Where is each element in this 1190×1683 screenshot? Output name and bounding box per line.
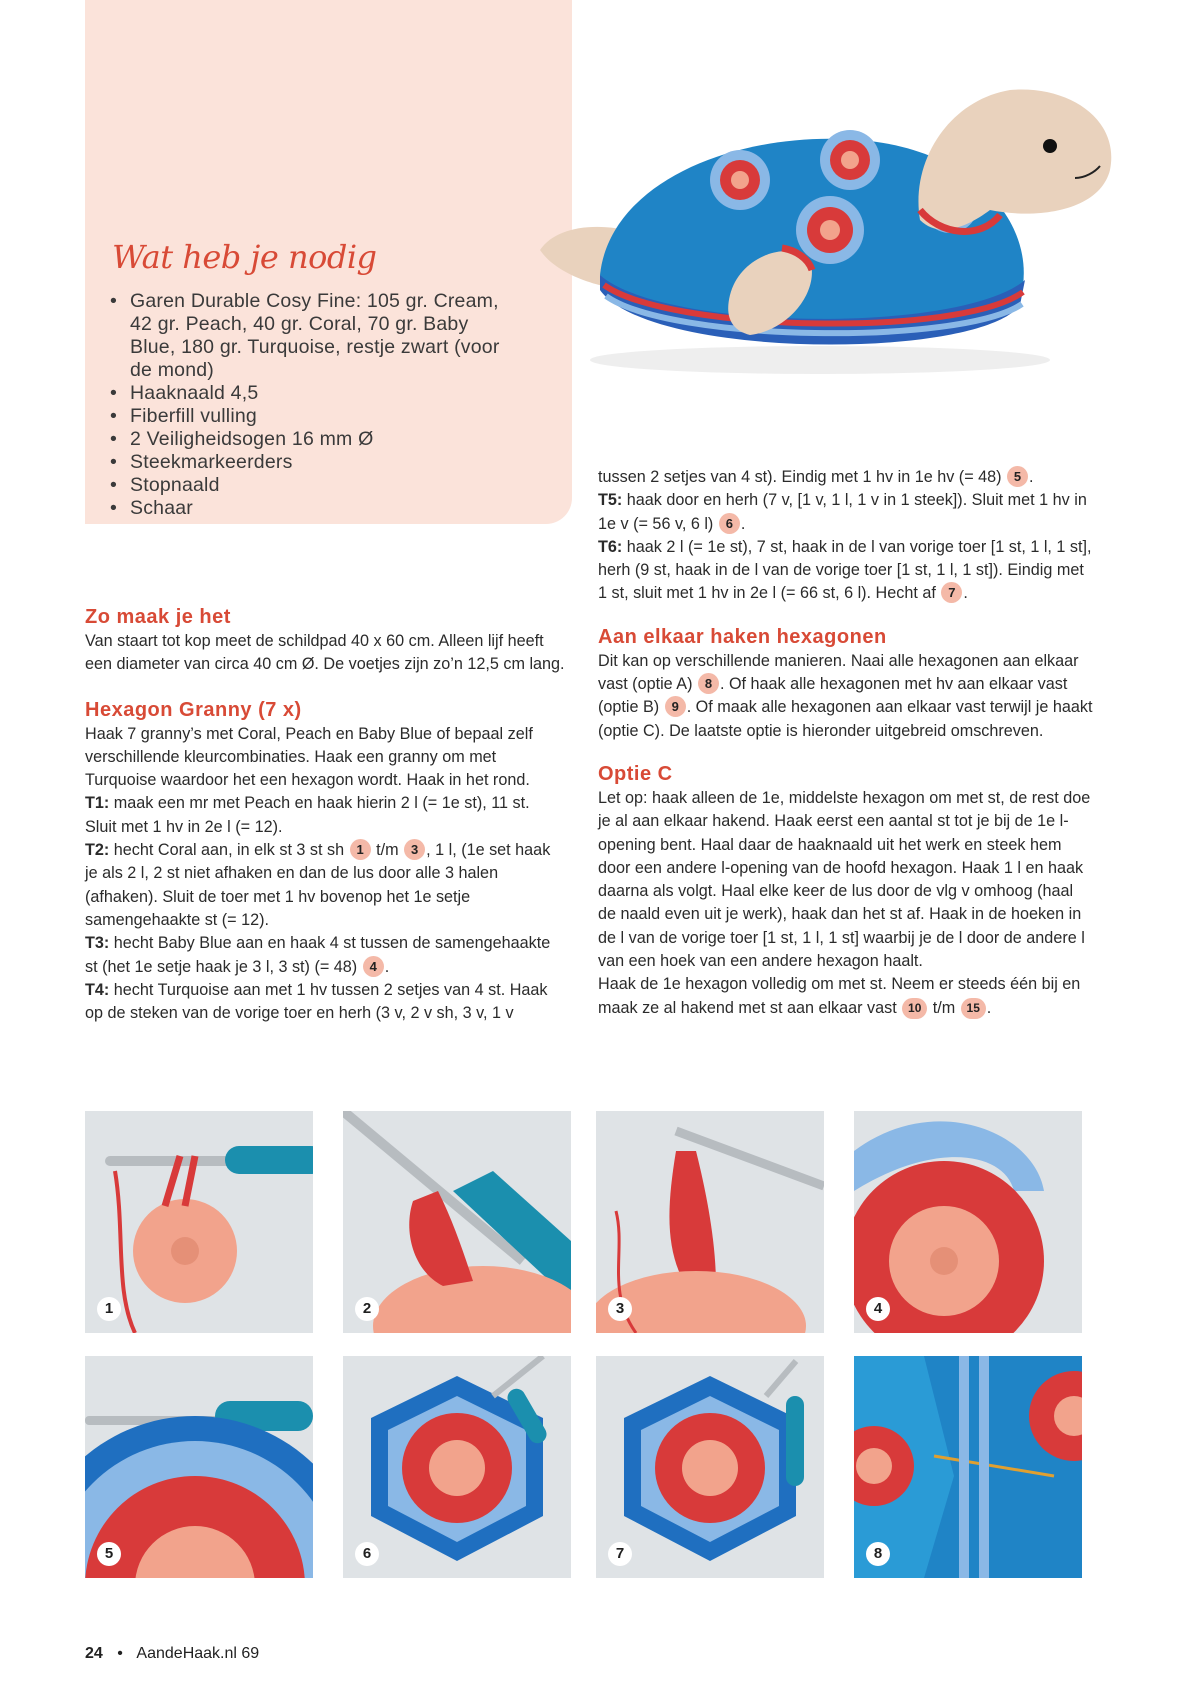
- round-text: haak door en herh (7 v, [1 v, 1 l, 1 v in 1 steek]). Sluit met 1 hv in 1e v (= 56 v, 6 l): [598, 491, 1087, 533]
- step-badge: 9: [665, 696, 686, 717]
- paragraph: [598, 650, 1093, 743]
- paragraph: Van staart tot kop meet de schildpad 40 x 60 cm. Alleen lijf heeft een diameter van circa 40 cm Ø. De voetjes zijn zo’n 12,5 cm lang.: [85, 632, 565, 674]
- step-badge: 8: [698, 673, 719, 694]
- crochet-photo-4: [854, 1111, 1082, 1333]
- paragraph: [85, 979, 565, 1026]
- instructions-left: [85, 604, 565, 1025]
- list-item: • Schaar: [110, 497, 510, 520]
- round-label: T5:: [598, 491, 623, 510]
- section-heading: Hexagon Granny (7 x): [85, 698, 302, 721]
- paragraph: [85, 932, 565, 979]
- page-number: 24: [85, 1645, 103, 1662]
- round-text: . Of maak alle hexagonen aan elkaar vast terwijl je haakt (optie C). De laatste optie is hieronder uitgebreid omschreven.: [598, 698, 1093, 740]
- round-text: maak een mr met Peach en haak hierin 2 l (= 1e st), 11 st. Sluit met 1 hv in 2e l (= 12).: [85, 794, 530, 836]
- step-photo: [85, 1356, 313, 1578]
- round-text: . Of haak alle hexagonen met hv aan elkaar vast (optie B): [598, 675, 1068, 717]
- paragraph: Haak 7 granny’s met Coral, Peach en Baby Blue of bepaal zelf verschillende kleurcombinaties. Haak een granny om met Turquoise waardoor het een hexagon wordt. Haak in het rond.: [85, 724, 533, 790]
- photo-number: 7: [608, 1542, 632, 1566]
- step-photo: [854, 1111, 1082, 1333]
- materials-title: Wat heb je nodig: [112, 238, 377, 276]
- paragraph: [598, 973, 1093, 1020]
- round-label: T4:: [85, 980, 110, 999]
- crochet-photo-2: [343, 1111, 571, 1333]
- round-text: t/m: [371, 841, 404, 860]
- round-text: tussen 2 setjes van 4 st). Eindig met 1 hv in 1e hv (= 48): [598, 468, 1007, 486]
- page-footer: [85, 1645, 259, 1663]
- section-heading: Optie C: [598, 762, 673, 785]
- round-text: .: [740, 514, 746, 533]
- step-photo: [343, 1356, 571, 1578]
- round-label: T2:: [85, 841, 110, 860]
- materials-list: [110, 290, 510, 520]
- section-heading: Zo maak je het: [85, 606, 231, 628]
- round-text: t/m: [928, 998, 960, 1017]
- photo-number: 6: [355, 1542, 379, 1566]
- round-text: hecht Turquoise aan met 1 hv tussen 2 setjes van 4 st. Haak op de steken van de vorige toer en herh (3 v, 2 v sh, 3 v, 1 v: [85, 980, 548, 1023]
- crochet-photo-1: [85, 1111, 313, 1333]
- crochet-photo-6: [343, 1356, 571, 1578]
- round-text: hecht Coral aan, in elk st 3 st sh: [109, 841, 349, 860]
- round-label: T1:: [85, 794, 110, 813]
- instructions-right: [598, 466, 1093, 1020]
- round-text: haak 2 l (= 1e st), 7 st, haak in de l van vorige toer [1 st, 1 l, 1 st], herh (9 st, haak in de l van de vorige toer [1 st, 1 l, 1 st]). Eindig met 1 st, sluit met 1 hv in 2e l (= 66 st, 6 l). Hecht af: [598, 537, 1092, 603]
- step-badge: 7: [941, 582, 962, 603]
- photo-number: 3: [608, 1297, 632, 1321]
- round-text: .: [963, 584, 968, 603]
- list-item: • Steekmarkeerders: [110, 451, 510, 474]
- photo-number: 1: [97, 1297, 121, 1321]
- paragraph: [85, 792, 565, 839]
- list-item: • Fiberfill vulling: [110, 405, 510, 428]
- step-photo: [596, 1356, 824, 1578]
- photo-number: 4: [866, 1297, 890, 1321]
- round-text: .: [384, 957, 390, 976]
- list-item: • 2 Veiligheidsogen 16 mm Ø: [110, 428, 510, 451]
- step-badge: 3: [404, 839, 425, 860]
- round-text: Dit kan op verschillende manieren. Naai alle hexagonen aan elkaar vast (optie A): [598, 651, 1079, 694]
- photo-number: 2: [355, 1297, 379, 1321]
- step-photo: [85, 1111, 313, 1333]
- step-badge: 4: [363, 956, 384, 977]
- photo-number: 5: [97, 1542, 121, 1566]
- step-badge: 6: [719, 513, 740, 534]
- crochet-photo-8: [854, 1356, 1082, 1578]
- step-badge: 1: [350, 839, 371, 860]
- round-text: , 1 l, (1e set haak je als 2 l, 2 st niet afhaken en dan de lus door alle 3 halen (afhaken). Sluit de toer met 1 hv bovenop het 1e setje samengehaakte st (= 12).: [85, 841, 551, 929]
- turtle-photo: [520, 60, 1120, 380]
- step-photo: [854, 1356, 1082, 1578]
- round-text: Haak de 1e hexagon volledig om met st. Neem er steeds één bij en maak ze al hakend met st aan elkaar vast: [598, 975, 1081, 1017]
- paragraph: [598, 489, 1093, 536]
- step-photo: [596, 1111, 824, 1333]
- section-heading: Aan elkaar haken hexagonen: [598, 625, 887, 648]
- round-text: .: [986, 998, 992, 1017]
- crochet-photo-7: [596, 1356, 824, 1578]
- round-label: T6:: [598, 537, 623, 556]
- paragraph: Let op: haak alleen de 1e, middelste hexagon om met st, de rest doe je al aan elkaar hakend. Haak eerst een aantal st tot je bij de 1e l-opening bent. Haal daar de haaknaald uit het werk en steek hem door een andere l-opening van de hoofd hexagon. Haak 1 l en haak daarna als volgt. Haal elke keer de lus door de vlg v omhoog (haal de naald even uit je werk), haak dan het st af. Haak in de hoeken in de l van de vorige toer [1 st, 1 l, 1 st] waarbij je de l door de andere l van een hoek van een andere hexagon haalt.: [598, 788, 1091, 971]
- round-label: T3:: [85, 934, 110, 953]
- crochet-photo-3: [596, 1111, 824, 1333]
- paragraph: [85, 839, 565, 932]
- step-photo: [343, 1111, 571, 1333]
- footer-separator: •: [117, 1645, 123, 1662]
- photo-number: 8: [866, 1542, 890, 1566]
- round-text: hecht Baby Blue aan en haak 4 st tussen de samengehaakte st (het 1e setje haak je 3 l, 3 st) (= 48): [85, 934, 551, 976]
- crochet-photo-5: [85, 1356, 313, 1578]
- list-item: • Stopnaald: [110, 474, 510, 497]
- step-badge: 15: [961, 998, 986, 1019]
- paragraph: [598, 466, 1093, 489]
- magazine-name: AandeHaak.nl 69: [136, 1645, 260, 1662]
- round-text: .: [1029, 468, 1034, 486]
- step-badge: 10: [902, 998, 927, 1019]
- list-item: • Garen Durable Cosy Fine: 105 gr. Cream, 42 gr. Peach, 40 gr. Coral, 70 gr. Baby Blue, 180 gr. Turquoise, restje zwart (voor de mond): [110, 290, 510, 382]
- list-item: • Haaknaald 4,5: [110, 382, 510, 405]
- paragraph: [598, 536, 1093, 606]
- step-badge: 5: [1007, 466, 1028, 487]
